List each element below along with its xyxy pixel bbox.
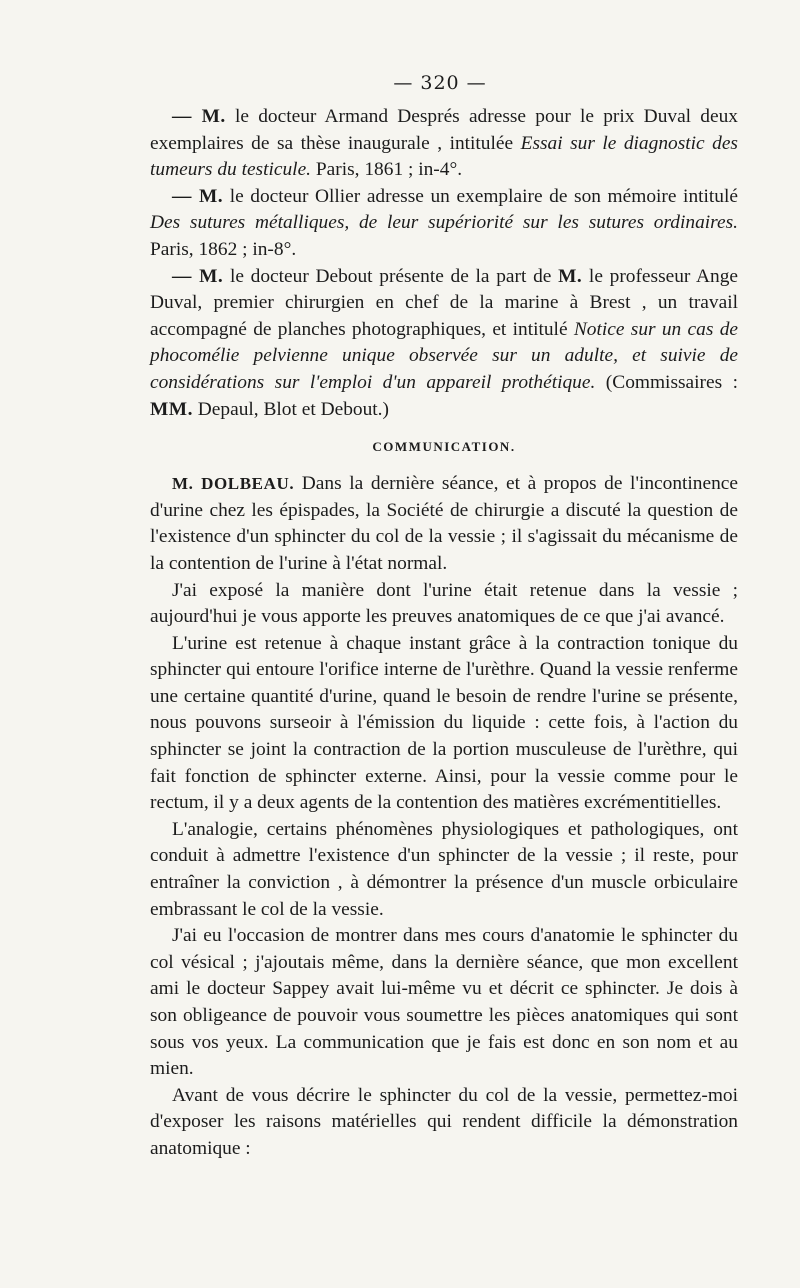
page-body [150, 104, 738, 1163]
paragraph-text: Depaul, Blot et Debout.) [192, 398, 389, 420]
paragraph-despres [150, 104, 738, 184]
speaker-name: M. DOLBEAU. [172, 474, 295, 494]
paragraph-text: le docteur Debout présente de la part de [223, 265, 559, 287]
paragraph-lead: — M. [172, 106, 226, 127]
section-heading: COMMUNICATION. [372, 439, 516, 455]
page-number: — 320 — [393, 72, 487, 94]
paragraph-text: Dans la dernière séance, et à propos de l'incontinence d'urine chez les épispades, la Société de chirurgie a discuté la question de l'existence d'un sphincter du col de la vessie ; il s'agissait du mécanisme de la contention de l'urine à l'état normal. [150, 473, 739, 574]
paragraph-title-italic: Des sutures métalliques, de leur supériorité sur les sutures ordinaires. [150, 212, 738, 234]
paragraph-text: le docteur Ollier adresse un exemplaire de son mémoire intitulé [223, 185, 738, 207]
paragraph-dolbeau-1 [150, 471, 738, 577]
paragraph-title-italic: Essai sur le diagnostic des tumeurs du testicule. [150, 132, 738, 181]
paragraph-title-italic: Notice sur un cas de phocomélie pelvienne unique observée sur un adulte, et suivie de considérations sur l'emploi d'un appareil prothétique. [150, 318, 738, 393]
paragraph-dolbeau-5: J'ai eu l'occasion de montrer dans mes cours d'anatomie le sphincter du col vésical ; j'ajoutais même, dans la dernière séance, que mon excellent ami le docteur Sappey avait lui-même vu et décrit ce sphincter. Je dois à son obligeance de pouvoir vous soumettre les pièces anatomiques qui sont sous vos yeux. La communication que je fais est donc en son nom et au mien. [150, 925, 738, 1080]
paragraph-dolbeau-2: J'ai exposé la manière dont l'urine était retenue dans la vessie ; aujourd'hui je vous apporte les preuves anatomiques de ce que j'ai avancé. [150, 579, 738, 628]
paragraph-ollier [150, 184, 738, 264]
paragraph-lead: — M. [172, 265, 224, 287]
paragraph-dolbeau-6: Avant de vous décrire le sphincter du col de la vessie, permettez-moi d'exposer les raisons matérielles qui rendent difficile la démonstration anatomique : [150, 1084, 738, 1159]
paragraph-lead: — M. [172, 185, 224, 207]
paragraph-dolbeau-4: L'analogie, certains phénomènes physiologiques et pathologiques, ont conduit à admettre l'existence d'un sphincter de la vessie ; il reste, pour entraîner la conviction , à démontrer la présence d'un muscle orbiculaire embrassant le col de la vessie. [150, 818, 738, 920]
paragraph-text: le docteur Armand Després adresse pour le prix Duval deux exemplaires de sa thèse inaugurale , intitulée [150, 106, 738, 154]
paragraph-text: Paris, 1861 ; in-4°. [311, 159, 463, 181]
paragraph-dolbeau-3: L'urine est retenue à chaque instant grâce à la contraction tonique du sphincter qui entoure l'orifice interne de l'urèthre. Quand la vessie renferme une certaine quantité d'urine, quand le besoin de rendre l'urine se présente, nous pouvons surseoir à l'émission du liquide : cette fois, à l'action du sphincter se joint la contraction de la portion musculeuse de l'urèthre, qui fait fonction de sphincter externe. Ainsi, pour la vessie comme pour le rectum, il y a deux agents de la contention des matières excrémentitielles. [150, 632, 738, 814]
paragraph-abbrev: MM. [150, 398, 193, 420]
paragraph-text: le professeur Ange Duval, premier chirurgien en chef de la marine à Brest , un travail accompagné de planches photographiques, et intitulé [150, 265, 739, 340]
paragraph-abbrev: M. [558, 265, 583, 287]
paragraph-text: (Commissaires : [595, 371, 738, 393]
paragraph-debout [150, 264, 738, 424]
paragraph-text: Paris, 1862 ; in-8°. [150, 238, 297, 260]
